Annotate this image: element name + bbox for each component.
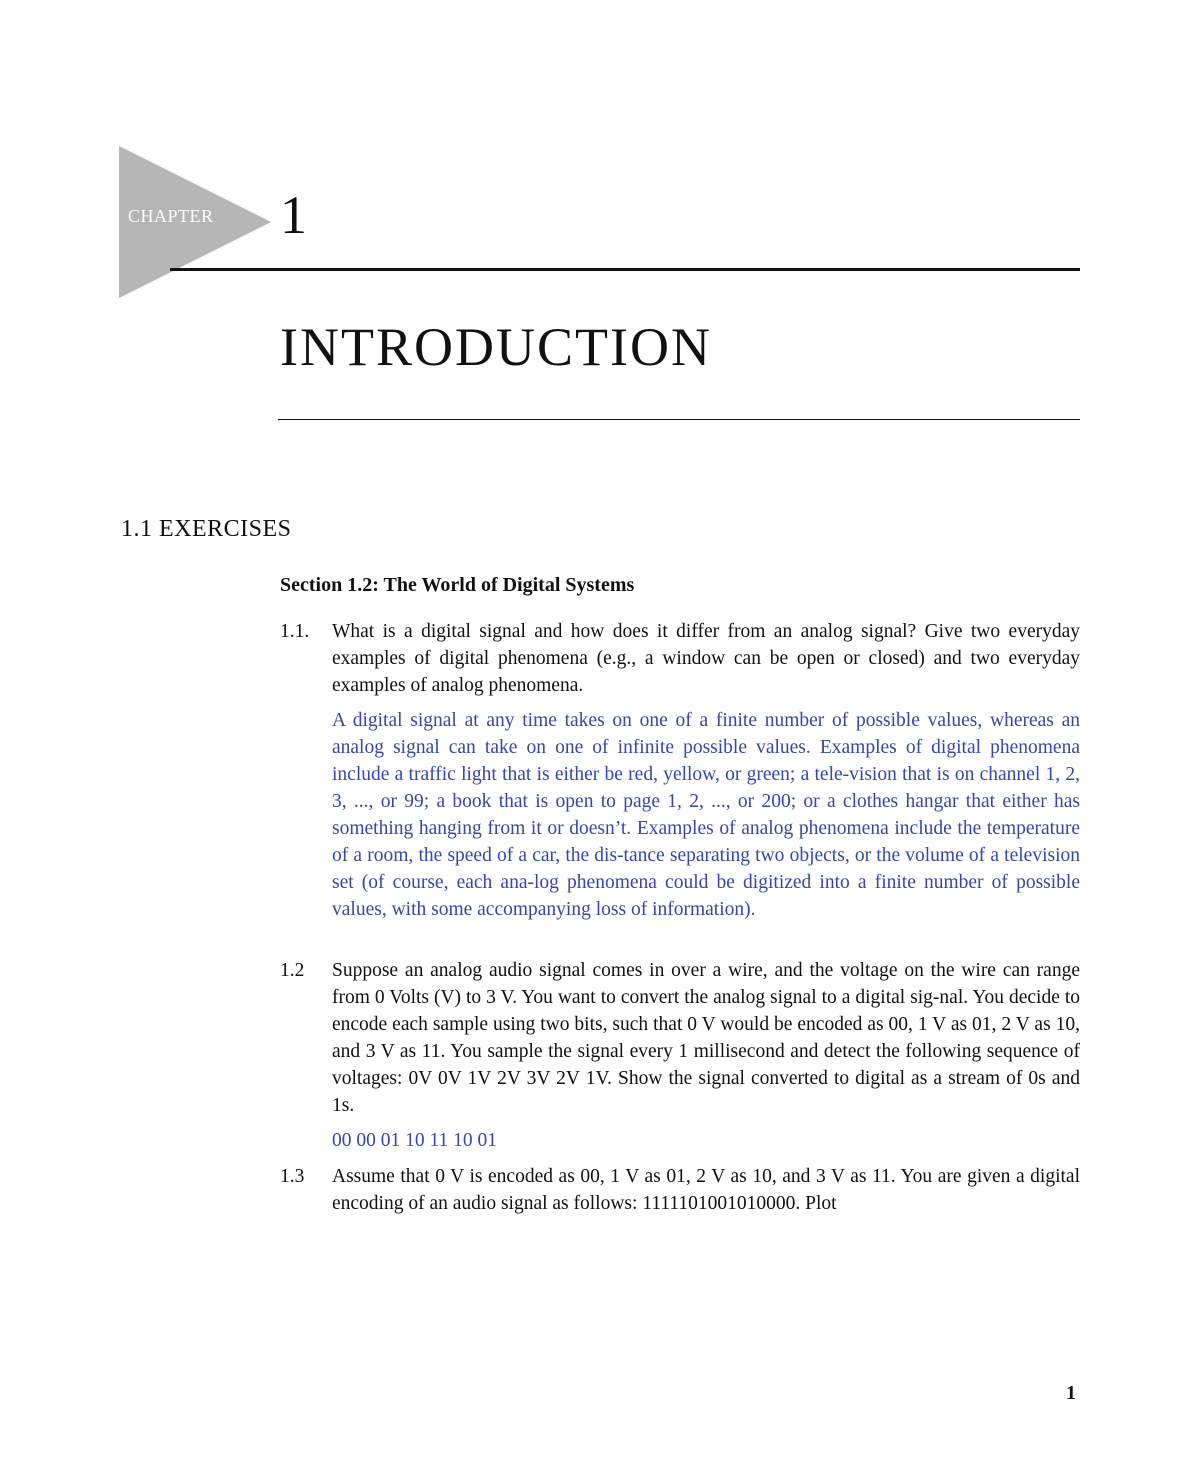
exercise-answer: 00 00 01 10 11 10 01 (332, 1130, 498, 1151)
chapter-rule-bottom (278, 419, 1080, 420)
exercise-1-1 (280, 618, 1080, 923)
exercise-number: 1.1. (280, 621, 310, 642)
exercise-question: Assume that 0 V is encoded as 00, 1 V as 01, 2 V as 10, and 3 V as 11. You are given a digital encoding of an audio signal as follows: 1111101001010000. Plot (332, 1166, 1080, 1214)
section-heading: Section 1.2: The World of Digital Systems (280, 574, 635, 596)
exercises-heading: 1.1 EXERCISES (121, 516, 292, 542)
exercise-1-2 (280, 957, 1080, 1154)
chapter-title: INTRODUCTION (280, 317, 712, 377)
exercise-number: 1.2 (280, 960, 305, 981)
chapter-label: CHAPTER (128, 206, 214, 226)
chapter-number: 1 (280, 185, 307, 245)
exercise-answer: A digital signal at any time takes on one of a finite number of possible values, whereas an analog signal can take on one of infinite possible values. Examples of digital phenomena include a traffic light that is either be red, yellow, or green; a tele-vision that is on channel 1, 2, 3, ..., or 99; a book that is open to page 1, 2, ..., or 200; or a clothes hangar that either has something hanging from it or doesn’t. Examples of analog phenomena include the temperature of a room, the speed of a car, the dis-tance separating two objects, or the volume of a television set (of course, each ana-log phenomena could be digitized into a finite number of possible values, with some accompanying loss of information). (332, 710, 1080, 920)
page-number: 1 (1066, 1382, 1076, 1404)
exercise-question: Suppose an analog audio signal comes in over a wire, and the voltage on the wire can range from 0 Volts (V) to 3 V. You want to convert the analog signal to a digital sig-nal. You decide to encode each sample using two bits, such that 0 V would be encoded as 00, 1 V as 01, 2 V as 10, and 3 V as 11. You sample the signal every 1 millisecond and detect the following sequence of voltages: 0V 0V 1V 2V 3V 2V 1V. Show the signal converted to digital as a stream of 0s and 1s. (332, 960, 1080, 1116)
exercise-question: What is a digital signal and how does it differ from an analog signal? Give two everyday examples of digital phenomena (e.g., a window can be open or closed) and two everyday examples of analog phenomena. (332, 621, 1080, 696)
exercise-1-3 (280, 1163, 1080, 1217)
chapter-rule-top (170, 268, 1080, 271)
exercise-number: 1.3 (280, 1166, 305, 1187)
